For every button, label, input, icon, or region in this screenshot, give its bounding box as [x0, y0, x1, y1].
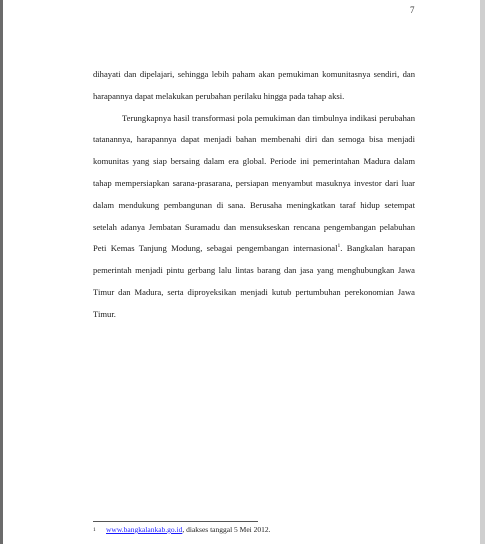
footnote-mark: 1 [93, 527, 96, 533]
paragraph-2-text-a: Terungkapnya hasil transformasi pola pemukiman dan timbulnya indikasi perubahan tatanannya, harapannya dapat menjadi bahan membenahi diri dan semoga bisa menjadi komunitas yang siap bersaing dalam era global. Periode ini pemerintahan Madura dalam tahap mempersiapkan sarana-prasarana, persiapan menyambut masuknya investor dari luar dalam mendukung pembangunan di sana. Berusaha meningkatkan taraf hidup setempat setelah adanya Jembatan Suramadu dan mensukseskan rencana pengembangan pelabuhan Peti Kemas Tanjung Modung, sebagai pengembangan internasional [93, 112, 415, 254]
footnote-text: , diakses tanggal 5 Mei 2012. [182, 525, 271, 534]
page-left-edge [0, 0, 3, 544]
page-right-edge [480, 0, 485, 544]
footnote [93, 525, 413, 535]
paragraph-2-text-b: . Bangkalan harapan pemerintah menjadi pintu gerbang lalu lintas barang dan jasa yang menghubungkan Jawa Timur dan Madura, serta diproyeksikan menjadi kutub pertumbuhan perekonomian Jawa Timur. [93, 243, 415, 319]
paragraph-2 [93, 108, 415, 326]
footnote-reference[interactable]: 1 [337, 243, 341, 250]
footnote-separator [93, 521, 258, 522]
footnote-link[interactable]: www.bangkalankab.go.id [106, 525, 183, 534]
page-number: 7 [410, 5, 415, 15]
paragraph-1: dihayati dan dipelajari, sehingga lebih paham akan pemukiman komunitasnya sendiri, dan harapannya dapat melakukan perubahan perilaku hingga pada tahap aksi. [93, 69, 415, 101]
body-text [93, 64, 415, 326]
